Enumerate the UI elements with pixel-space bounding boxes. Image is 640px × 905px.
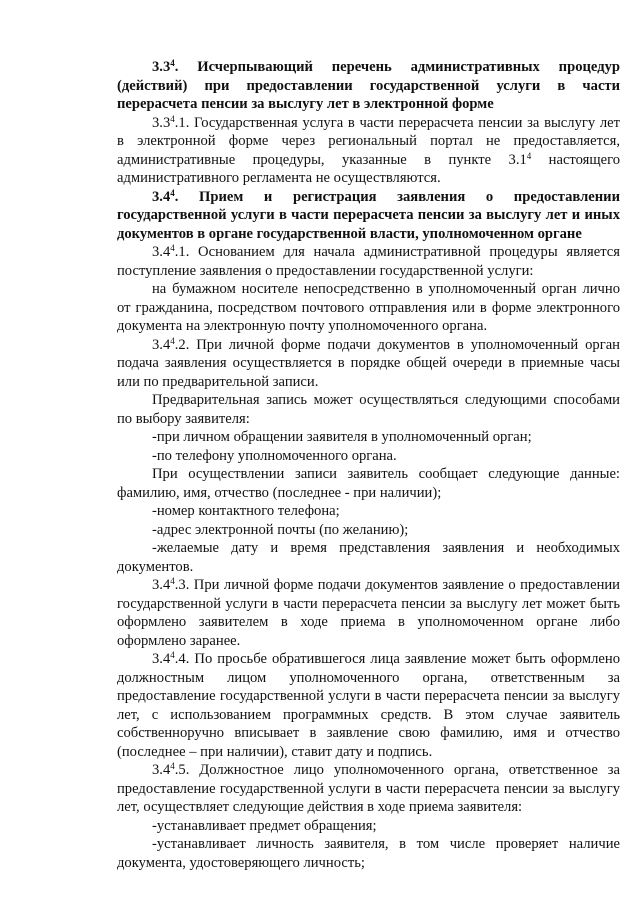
list-item-by-phone: -по телефону уполномоченного органа. — [152, 447, 397, 464]
section-heading-3-4-4: $3.4^4$. Прием и регистрация заявления о предоставлении государственной услуги в части перерасчета пенсии за выслугу лет и иных документов в органе государственной власти, уполномоченном органе — [117, 187, 620, 242]
paragraph-3-3-4-1: $3.3^4.1$. Государственная услуга в части перерасчета пенсии за выслугу лет в электронной форме через региональный портал не предоставляется, административные процедуры, указанные в пункте $3.1^4$ настоящего административного регламента не осуществляются. — [117, 113, 620, 186]
paragraph-3-4-4-5: $3.4^4.5$. Должностное лицо уполномоченного органа, ответственное за предоставление государственной услуги в части перерасчета пенсии за выслугу лет, осуществляет следующие действия в ходе приема заявителя: — [117, 761, 620, 815]
paragraph-paper-submission: на бумажном носителе непосредственно в уполномоченный орган лично от гражданина, посредством почтового отправления или в форме электронного документа на электронную почту уполномоченного органа. — [117, 281, 620, 334]
document-body — [117, 58, 620, 872]
list-item-in-person: -при личном обращении заявителя в уполномоченный орган; — [152, 429, 532, 445]
paragraph-3-4-4-2: $3.4^4.2$. При личной форме подачи документов в уполномоченный орган подача заявления осуществляется в порядке общей очереди в приемные часы или по предварительной записи. — [117, 335, 620, 390]
list-item-subject: -устанавливает предмет обращения; — [152, 817, 377, 834]
paragraph-appointment-methods: Предварительная запись может осуществляться следующими способами по выбору заявителя: — [117, 392, 620, 427]
paragraph-3-4-4-3: $3.4^4.3$. При личной форме подачи документов заявление о предоставлении государственной услуги в части перерасчета пенсии за выслугу лет может быть оформлено заявителем в ходе приема в уполномоченном органе либо оформлено заранее. — [117, 576, 620, 649]
section-heading-3-3-4: $3.3^4$. Исчерпывающий перечень административных процедур (действий) при предоставлении государственной услуги в части перерасчета пенсии за выслугу лет в электронной форме — [117, 58, 620, 112]
paragraph-3-4-4-1: $3.4^4.1$. Основанием для начала административной процедуры является поступление заявления о предоставлении государственной услуги: — [117, 243, 620, 279]
list-item-phone-number: -номер контактного телефона; — [152, 503, 340, 519]
list-item-identity: -устанавливает личность заявителя, в том числе проверяет наличие документа, удостоверяющего личность; — [117, 836, 620, 871]
list-item-email: -адрес электронной почты (по желанию); — [152, 521, 409, 538]
paragraph-3-4-4-4: $3.4^4.4$. По просьбе обратившегося лица заявление может быть оформлено должностным лицом уполномоченного органа, ответственным за предоставление государственной услуги в части перерасчета пенсии за выслугу лет, с использованием программных средств. В этом случае заявитель собственноручно вписывает в заявление свою фамилию, имя и отчество (последнее – при наличии), ставит дату и подпись. — [117, 650, 620, 760]
list-item-date-time: -желаемые дату и время представления заявления и необходимых документов. — [117, 540, 620, 575]
paragraph-appointment-data: При осуществлении записи заявитель сообщает следующие данные: фамилию, имя, отчество (последнее - при наличии); — [117, 466, 620, 501]
